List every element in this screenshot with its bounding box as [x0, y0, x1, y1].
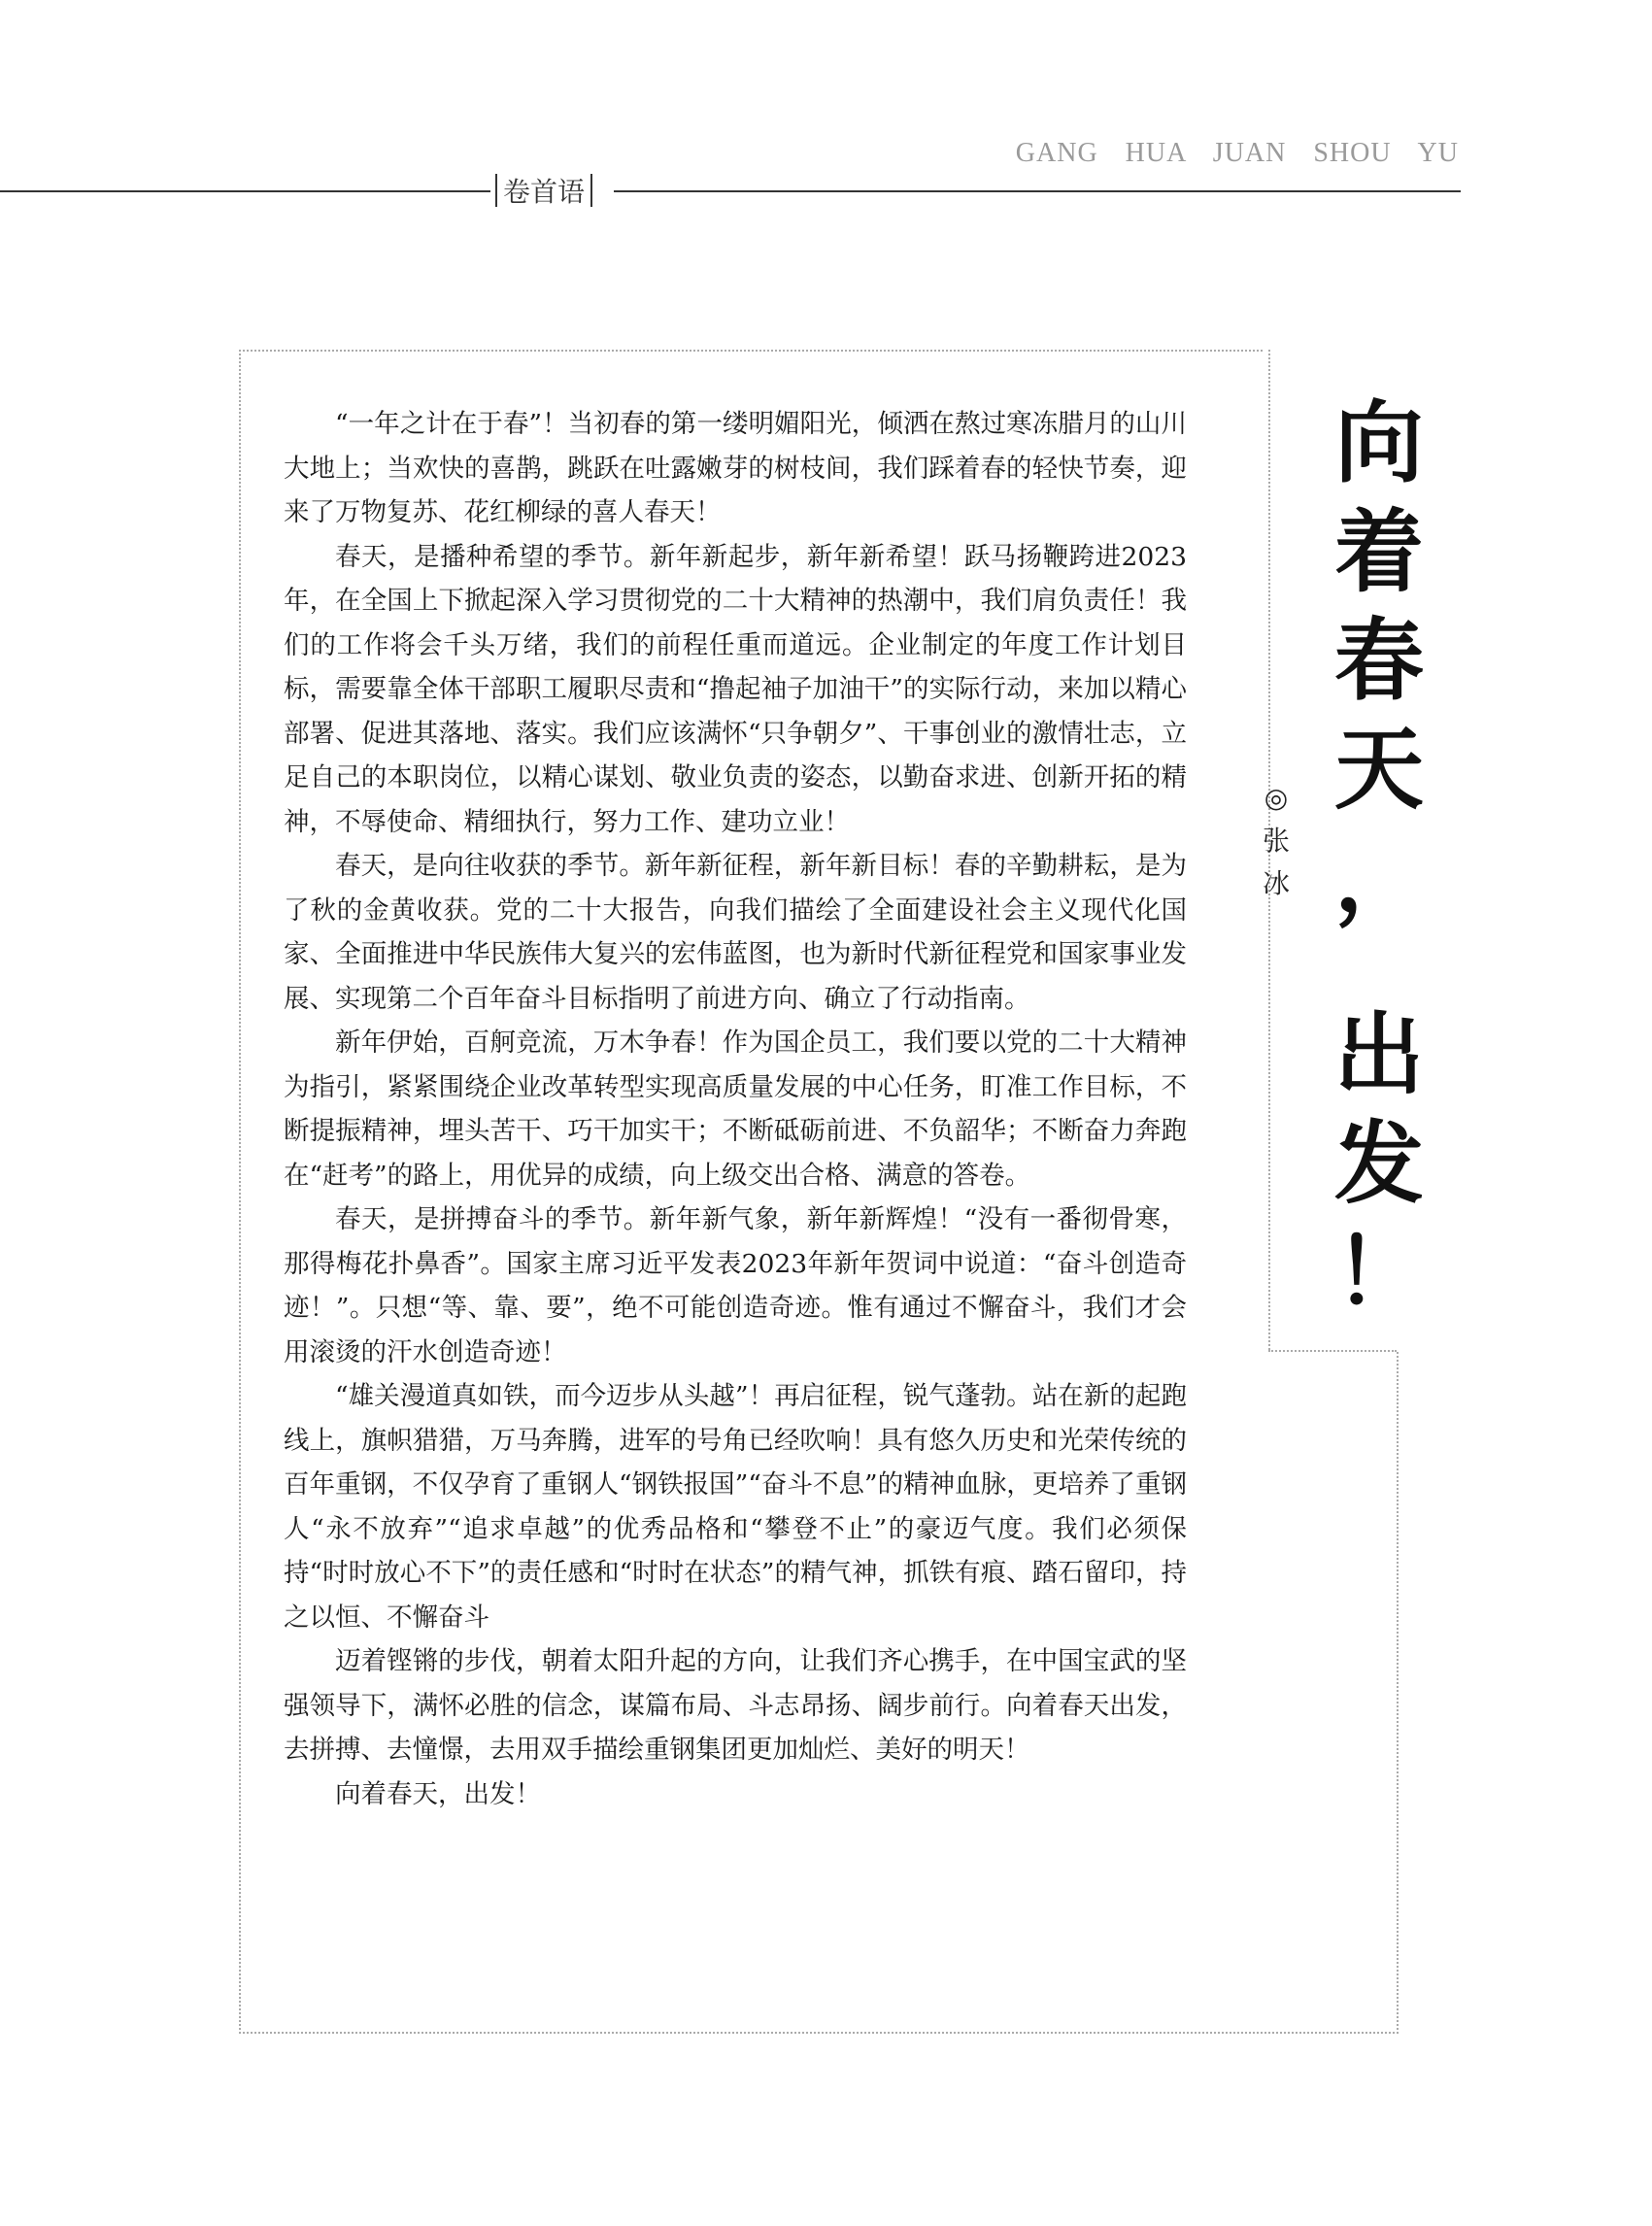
- section-label: 卷首语: [503, 176, 586, 208]
- title-char: 发: [1333, 1111, 1424, 1216]
- article-body: [284, 402, 1187, 1816]
- title-char: 向: [1333, 390, 1424, 495]
- paragraph: 春天，是向往收获的季节。新年新征程，新年新目标！春的辛勤耕耘，是为了秋的金黄收获。党的二十大报告，向我们描绘了全面建设社会主义现代化国家、全面推进中华民族伟大复兴的宏伟蓝图，也为新时代新征程党和国家事业发展、实现第二个百年奋斗目标指明了前进方向、确立了行动指南。: [284, 851, 1187, 1014]
- title-char: ！: [1333, 1220, 1424, 1325]
- author-char: 冰: [1262, 867, 1290, 899]
- section-tag-bar-left: [495, 174, 497, 207]
- frame-notch-step: [1268, 1350, 1397, 1354]
- title-char: 天: [1333, 717, 1424, 822]
- author-byline: [1257, 777, 1296, 905]
- title-char: 春: [1333, 608, 1424, 713]
- paragraph: “雄关漫道真如铁，而今迈步从头越”！再启征程，锐气蓬勃。站在新的起跑线上，旗帜猎猎，万马奔腾，进军的号角已经吹响！具有悠久历史和光荣传统的百年重钢，不仅孕育了重钢人“钢铁报国”“奋斗不息”的精神血脉，更培养了重钢人“永不放弃”“追求卓越”的优秀品格和“攀登不止”的豪迈气度。我们必须保持“时时放心不下”的责任感和“时时在状态”的精气神，抓铁有痕、踏石留印，持之以恒、不懈奋斗: [284, 1381, 1187, 1633]
- paragraph: 新年伊始，百舸竞流，万木争春！作为国企员工，我们要以党的二十大精神为指引，紧紧围绕企业改革转型实现高质量发展的中心任务，盯准工作目标，不断提振精神，埋头苦干、巧干加实干；不断砥砺前进、不负韶华；不断奋力奔跑在“赶考”的路上，用优异的成绩，向上级交出合格、满意的答卷。: [284, 1028, 1187, 1191]
- section-tag-bar-right: [590, 174, 592, 207]
- paragraph: 向着春天，出发！: [335, 1778, 541, 1809]
- section-tag: [495, 171, 592, 210]
- author-char: 张: [1262, 825, 1290, 857]
- paragraph: 春天，是拼搏奋斗的季节。新年新气象，新年新辉煌！“没有一番彻骨寒，那得梅花扑鼻香”。国家主席习近平发表2023年新年贺词中说道：“奋斗创造奇迹！”。只想“等、靠、要”，绝不可能创造奇迹。惟有通过不懈奋斗，我们才会用滚烫的汗水创造奇迹！: [284, 1204, 1187, 1367]
- author-mark: ◎: [1264, 782, 1289, 814]
- title-gap: [1331, 932, 1428, 1000]
- title-char: 着: [1333, 499, 1424, 604]
- title-char: ，: [1333, 826, 1424, 930]
- running-head: GANG HUA JUAN SHOU YU: [1015, 138, 1459, 168]
- paragraph: 春天，是播种希望的季节。新年新起步，新年新希望！跃马扬鞭跨进2023年，在全国上下掀起深入学习贯彻党的二十大精神的热潮中，我们肩负责任！我们的工作将会千头万绪，我们的前程任重而道远。企业制定的年度工作计划目标，需要靠全体干部职工履职尽责和“撸起袖子加油干”的实际行动，来加以精心部署、促进其落地、落实。我们应该满怀“只争朝夕”、干事创业的激情壮志，立足自己的本职岗位，以精心谋划、敬业负责的姿态，以勤奋求进、创新开拓的精神，不辱使命、精细执行，努力工作、建功立业！: [284, 541, 1187, 837]
- title-char: 出: [1333, 1002, 1424, 1107]
- header-rule-right: [614, 190, 1461, 192]
- header-rule-left: [0, 190, 490, 192]
- paragraph: 迈着铿锵的步伐，朝着太阳升起的方向，让我们齐心携手，在中国宝武的坚强领导下，满怀必胜的信念，谋篇布局、斗志昂扬、阔步前行。向着春天出发，去拼搏、去憧憬，去用双手描绘重钢集团更加灿烂、美好的明天！: [284, 1646, 1187, 1765]
- paragraph: “一年之计在于春”！当初春的第一缕明媚阳光，倾洒在熬过寒冻腊月的山川大地上；当欢快的喜鹊，跳跃在吐露嫩芽的树枝间，我们踩着春的轻快节奏，迎来了万物复苏、花红柳绿的喜人春天！: [284, 409, 1187, 527]
- article-title: [1331, 388, 1428, 1327]
